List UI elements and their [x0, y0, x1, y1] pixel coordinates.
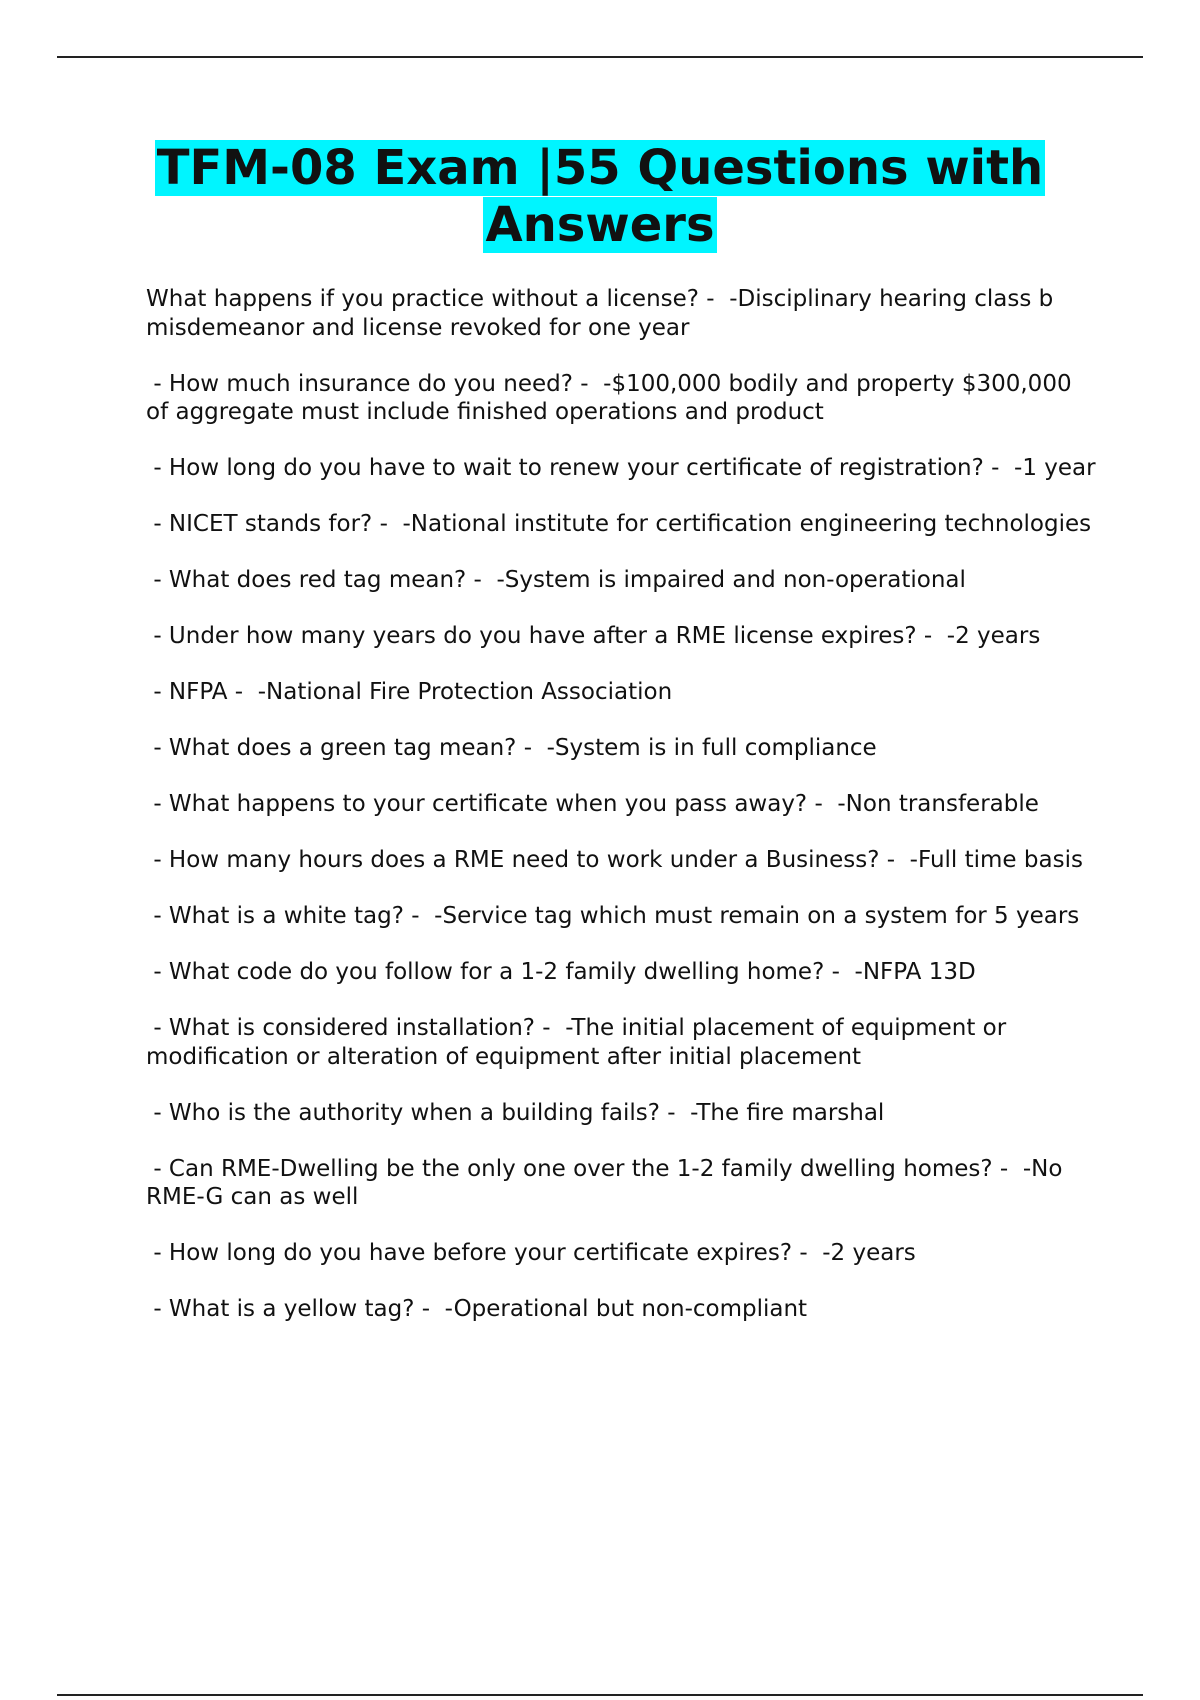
- qa-item: - Can RME-Dwelling be the only one over the 1-2 family dwelling homes? - -No RME-G can as well: [146, 1155, 1070, 1210]
- qa-item: - NFPA - -National Fire Protection Association: [146, 679, 673, 705]
- qa-item: - What is considered installation? - -The initial placement of equipment or modification or alteration of equipment after initial placement: [146, 1015, 1014, 1070]
- qa-item: - What code do you follow for a 1-2 family dwelling home? - -NFPA 13D: [146, 959, 976, 985]
- qa-item: - How long do you have to wait to renew your certificate of registration? - -1 year: [146, 455, 1096, 481]
- qa-item: - What does a green tag mean? - -System is in full compliance: [146, 735, 877, 761]
- qa-item: - How long do you have before your certificate expires? - -2 years: [146, 1240, 916, 1266]
- title-block: [0, 140, 1200, 254]
- document-title: [0, 140, 1200, 254]
- qa-item: - How many hours does a RME need to work under a Business? - -Full time basis: [146, 847, 1083, 873]
- bottom-rule: [57, 1694, 1143, 1696]
- qa-item: What happens if you practice without a license? - -Disciplinary hearing class b misdemeanor and license revoked for one year: [146, 286, 1061, 341]
- qa-list: [146, 285, 1096, 1351]
- qa-item: - What is a white tag? - -Service tag which must remain on a system for 5 years: [146, 903, 1080, 929]
- qa-item: - Who is the authority when a building fails? - -The fire marshal: [146, 1099, 885, 1126]
- title-line-1: TFM-08 Exam |55 Questions with: [156, 140, 1044, 196]
- title-line-2: Answers: [485, 197, 715, 253]
- qa-item: - How much insurance do you need? - -$100,000 bodily and property $300,000 of aggregate must include finished operations and product: [146, 370, 1079, 425]
- qa-item: - What is a yellow tag? - -Operational but non-compliant: [146, 1296, 808, 1322]
- qa-item: - Under how many years do you have after a RME license expires? - -2 years: [146, 623, 1041, 649]
- top-rule: [57, 56, 1143, 58]
- qa-item: - What happens to your certificate when you pass away? - -Non transferable: [146, 791, 1039, 817]
- qa-item: - NICET stands for? - -National institute for certification engineering technologies: [146, 511, 1092, 537]
- qa-item: - What does red tag mean? - -System is impaired and non-operational: [146, 567, 966, 593]
